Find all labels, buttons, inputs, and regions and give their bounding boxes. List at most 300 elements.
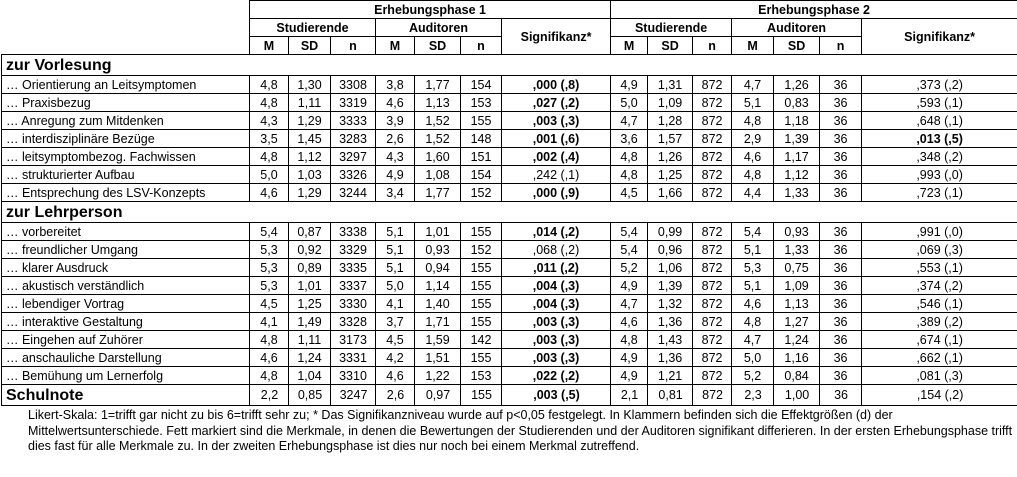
- p2-value: 36: [820, 241, 862, 259]
- p1-value: 3335: [331, 259, 376, 277]
- p2-value: 1,25: [648, 166, 693, 184]
- p1-value: 4,5: [376, 331, 415, 349]
- col-m: M: [376, 37, 415, 55]
- p2-value: 0,83: [774, 94, 820, 112]
- p2-value: 872: [693, 349, 732, 367]
- p2-value: 1,28: [648, 112, 693, 130]
- row-label: … strukturierter Aufbau: [2, 166, 250, 184]
- p2-value: 4,7: [611, 112, 648, 130]
- p1-value: 0,93: [415, 241, 461, 259]
- row-label: … Orientierung an Leitsymptomen: [2, 76, 250, 94]
- p1-value: 0,94: [415, 259, 461, 277]
- p2-value: 872: [693, 331, 732, 349]
- col-sd: SD: [415, 37, 461, 55]
- p2-value: 3,6: [611, 130, 648, 148]
- col-n: n: [820, 37, 862, 55]
- p2-value: 5,3: [732, 259, 774, 277]
- p2-value: 4,8: [732, 112, 774, 130]
- p1-value: 2,6: [376, 385, 415, 406]
- p2-value: 36: [820, 295, 862, 313]
- col-m: M: [732, 37, 774, 55]
- p2-significance: ,154 (,2): [862, 385, 1017, 406]
- p2-value: 4,6: [611, 313, 648, 331]
- p1-value: 1,51: [415, 349, 461, 367]
- p2-studierende-header: Studierende: [611, 19, 732, 37]
- p1-value: 1,40: [415, 295, 461, 313]
- p2-value: 872: [693, 223, 732, 241]
- p2-value: 4,6: [732, 295, 774, 313]
- p2-value: 0,99: [648, 223, 693, 241]
- p2-value: 4,6: [732, 148, 774, 166]
- p2-value: 1,27: [774, 313, 820, 331]
- p1-value: 3,8: [376, 76, 415, 94]
- row-label: … Eingehen auf Zuhörer: [2, 331, 250, 349]
- row-label: … interaktive Gestaltung: [2, 313, 250, 331]
- p1-value: 153: [461, 94, 502, 112]
- p2-signifikanz-header: Signifikanz*: [862, 19, 1017, 55]
- p1-value: 1,24: [289, 349, 331, 367]
- p1-significance: ,003 (,5): [502, 385, 611, 406]
- p1-value: 3,9: [376, 112, 415, 130]
- p1-value: 3310: [331, 367, 376, 385]
- p2-significance: ,081 (,3): [862, 367, 1017, 385]
- p1-value: 3247: [331, 385, 376, 406]
- col-m: M: [611, 37, 648, 55]
- p2-value: 4,7: [732, 76, 774, 94]
- p2-significance: ,374 (,2): [862, 277, 1017, 295]
- p1-value: 3,7: [376, 313, 415, 331]
- p2-value: 1,32: [648, 295, 693, 313]
- p2-value: 872: [693, 130, 732, 148]
- p1-value: 3328: [331, 313, 376, 331]
- p2-value: 1,57: [648, 130, 693, 148]
- p1-value: 4,6: [250, 184, 289, 202]
- p1-value: 4,8: [250, 148, 289, 166]
- p2-value: 36: [820, 76, 862, 94]
- p2-value: 872: [693, 313, 732, 331]
- p2-significance: ,013 (,5): [862, 130, 1017, 148]
- p2-significance: ,993 (,0): [862, 166, 1017, 184]
- p2-value: 1,21: [648, 367, 693, 385]
- p2-value: 872: [693, 94, 732, 112]
- p2-value: 2,9: [732, 130, 774, 148]
- p2-value: 5,0: [732, 349, 774, 367]
- p1-value: 2,6: [376, 130, 415, 148]
- p1-value: 3338: [331, 223, 376, 241]
- p2-value: 4,7: [611, 295, 648, 313]
- schulnote-label: Schulnote: [2, 385, 250, 406]
- p2-value: 5,0: [611, 94, 648, 112]
- p2-value: 5,2: [611, 259, 648, 277]
- p2-value: 872: [693, 367, 732, 385]
- p1-value: 1,11: [289, 331, 331, 349]
- table-body: [2, 55, 1017, 406]
- table-row: [2, 94, 1017, 112]
- p1-value: 1,22: [415, 367, 461, 385]
- p2-value: 4,5: [611, 184, 648, 202]
- col-n: n: [461, 37, 502, 55]
- p1-value: 5,0: [250, 166, 289, 184]
- p1-value: 1,29: [289, 184, 331, 202]
- p1-value: 3308: [331, 76, 376, 94]
- p2-value: 5,4: [611, 241, 648, 259]
- p2-value: 1,16: [774, 349, 820, 367]
- p2-value: 36: [820, 223, 862, 241]
- p1-value: 1,08: [415, 166, 461, 184]
- p1-value: 151: [461, 148, 502, 166]
- p2-value: 872: [693, 295, 732, 313]
- p2-value: 1,33: [774, 184, 820, 202]
- p2-value: 4,4: [732, 184, 774, 202]
- p2-value: 1,36: [648, 313, 693, 331]
- p2-value: 4,8: [732, 166, 774, 184]
- phase2-header: Erhebungsphase 2: [611, 1, 1017, 19]
- p1-value: 142: [461, 331, 502, 349]
- table-row: [2, 223, 1017, 241]
- table-row: [2, 241, 1017, 259]
- p1-value: 4,9: [376, 166, 415, 184]
- p1-value: 5,1: [376, 259, 415, 277]
- table-row: [2, 385, 1017, 406]
- p1-value: 1,77: [415, 184, 461, 202]
- p2-value: 2,1: [611, 385, 648, 406]
- col-n: n: [693, 37, 732, 55]
- p1-significance: ,014 (,2): [502, 223, 611, 241]
- p1-value: 148: [461, 130, 502, 148]
- p1-value: 4,6: [250, 349, 289, 367]
- p2-value: 36: [820, 94, 862, 112]
- p1-value: 1,77: [415, 76, 461, 94]
- p1-value: 154: [461, 76, 502, 94]
- p2-value: 0,75: [774, 259, 820, 277]
- p1-value: 1,13: [415, 94, 461, 112]
- p2-value: 5,4: [732, 223, 774, 241]
- p2-value: 1,26: [774, 76, 820, 94]
- p2-value: 1,00: [774, 385, 820, 406]
- p1-value: 155: [461, 295, 502, 313]
- p2-value: 1,26: [648, 148, 693, 166]
- p1-value: 1,52: [415, 112, 461, 130]
- p1-value: 4,6: [376, 94, 415, 112]
- p2-value: 1,18: [774, 112, 820, 130]
- col-m: M: [250, 37, 289, 55]
- p2-value: 5,1: [732, 94, 774, 112]
- p1-value: 5,1: [376, 241, 415, 259]
- p1-significance: ,068 (,2): [502, 241, 611, 259]
- p2-significance: ,553 (,1): [862, 259, 1017, 277]
- p2-significance: ,991 (,0): [862, 223, 1017, 241]
- row-label: … anschauliche Darstellung: [2, 349, 250, 367]
- p2-value: 5,1: [732, 277, 774, 295]
- p1-significance: ,011 (,2): [502, 259, 611, 277]
- p2-value: 4,9: [611, 277, 648, 295]
- table-row: [2, 295, 1017, 313]
- p2-value: 872: [693, 76, 732, 94]
- p1-significance: ,022 (,2): [502, 367, 611, 385]
- p1-value: 1,52: [415, 130, 461, 148]
- table-row: [2, 130, 1017, 148]
- p2-value: 36: [820, 367, 862, 385]
- p2-value: 1,12: [774, 166, 820, 184]
- p1-significance: ,242 (,1): [502, 166, 611, 184]
- p2-value: 1,36: [648, 349, 693, 367]
- p1-value: 3244: [331, 184, 376, 202]
- p2-value: 2,3: [732, 385, 774, 406]
- p1-significance: ,001 (,6): [502, 130, 611, 148]
- p1-significance: ,002 (,4): [502, 148, 611, 166]
- p2-value: 1,24: [774, 331, 820, 349]
- p1-value: 0,87: [289, 223, 331, 241]
- table-row: [2, 349, 1017, 367]
- p2-value: 5,4: [611, 223, 648, 241]
- p1-value: 4,6: [376, 367, 415, 385]
- p2-value: 1,09: [648, 94, 693, 112]
- table-row: [2, 166, 1017, 184]
- p1-value: 1,14: [415, 277, 461, 295]
- p1-value: 5,0: [376, 277, 415, 295]
- p1-value: 1,71: [415, 313, 461, 331]
- p2-significance: ,389 (,2): [862, 313, 1017, 331]
- p1-significance: ,003 (,3): [502, 349, 611, 367]
- row-label: … Entsprechung des LSV-Konzepts: [2, 184, 250, 202]
- p1-significance: ,000 (,8): [502, 76, 611, 94]
- row-label: … akustisch verständlich: [2, 277, 250, 295]
- p1-value: 5,4: [250, 223, 289, 241]
- p1-value: 3,4: [376, 184, 415, 202]
- p1-value: 1,01: [415, 223, 461, 241]
- p2-value: 872: [693, 166, 732, 184]
- p2-significance: ,674 (,1): [862, 331, 1017, 349]
- p2-significance: ,546 (,1): [862, 295, 1017, 313]
- p1-significance: ,003 (,3): [502, 112, 611, 130]
- p1-value: 3326: [331, 166, 376, 184]
- p2-value: 36: [820, 259, 862, 277]
- p1-value: 152: [461, 241, 502, 259]
- row-label: … freundlicher Umgang: [2, 241, 250, 259]
- p1-value: 1,29: [289, 112, 331, 130]
- p1-value: 3297: [331, 148, 376, 166]
- p2-significance: ,593 (,1): [862, 94, 1017, 112]
- p1-value: 155: [461, 385, 502, 406]
- p2-significance: ,648 (,1): [862, 112, 1017, 130]
- p2-significance: ,348 (,2): [862, 148, 1017, 166]
- p2-value: 1,43: [648, 331, 693, 349]
- table-row: [2, 184, 1017, 202]
- p1-value: 0,85: [289, 385, 331, 406]
- p1-value: 1,04: [289, 367, 331, 385]
- p1-value: 0,89: [289, 259, 331, 277]
- p1-significance: ,004 (,3): [502, 277, 611, 295]
- p1-value: 3,5: [250, 130, 289, 148]
- table-row: [2, 367, 1017, 385]
- p1-significance: ,003 (,3): [502, 331, 611, 349]
- p1-significance: ,027 (,2): [502, 94, 611, 112]
- p1-value: 1,25: [289, 295, 331, 313]
- p1-value: 4,5: [250, 295, 289, 313]
- p1-value: 4,1: [376, 295, 415, 313]
- col-sd: SD: [648, 37, 693, 55]
- p1-value: 4,2: [376, 349, 415, 367]
- p1-value: 4,8: [250, 331, 289, 349]
- p1-value: 4,8: [250, 94, 289, 112]
- p2-value: 1,06: [648, 259, 693, 277]
- results-table: [1, 0, 1017, 406]
- p1-value: 2,2: [250, 385, 289, 406]
- p1-significance: ,004 (,3): [502, 295, 611, 313]
- table-row: [2, 148, 1017, 166]
- p2-auditoren-header: Auditoren: [732, 19, 862, 37]
- p1-value: 155: [461, 112, 502, 130]
- row-label: … Anregung zum Mitdenken: [2, 112, 250, 130]
- footnote: Likert-Skala: 1=trifft gar nicht zu bis 6=trifft sehr zu; * Das Signifikanzniveau wurde auf p<0,05 festgelegt. In Klammern befinden sich die Effektgrößen (d) der Mittelwertsunterschiede. Fett markiert sind die Merkmale, in denen die Bewertungen der Studierenden und der Auditoren signifikant differieren. In der ersten Erhebungsphase trifft dies fast für alle Merkmale zu. In der zweiten Erhebungsphase ist dies nur noch bei einem Merkmal zutreffend.: [28, 408, 1013, 454]
- p2-value: 4,9: [611, 76, 648, 94]
- p1-value: 155: [461, 349, 502, 367]
- p2-value: 1,31: [648, 76, 693, 94]
- table-row: [2, 313, 1017, 331]
- phase1-header: Erhebungsphase 1: [250, 1, 611, 19]
- p1-value: 1,12: [289, 148, 331, 166]
- p1-value: 155: [461, 313, 502, 331]
- p2-value: 36: [820, 313, 862, 331]
- row-label: … lebendiger Vortrag: [2, 295, 250, 313]
- p1-studierende-header: Studierende: [250, 19, 376, 37]
- p1-value: 1,11: [289, 94, 331, 112]
- p2-value: 4,8: [611, 166, 648, 184]
- p2-value: 36: [820, 184, 862, 202]
- p1-value: 1,03: [289, 166, 331, 184]
- p1-value: 3319: [331, 94, 376, 112]
- row-label: … Praxisbezug: [2, 94, 250, 112]
- col-n: n: [331, 37, 376, 55]
- p1-value: 4,1: [250, 313, 289, 331]
- p2-value: 1,13: [774, 295, 820, 313]
- p2-value: 0,81: [648, 385, 693, 406]
- p1-value: 1,49: [289, 313, 331, 331]
- p2-significance: ,069 (,3): [862, 241, 1017, 259]
- p1-value: 4,3: [250, 112, 289, 130]
- p1-value: 4,8: [250, 367, 289, 385]
- p2-value: 872: [693, 148, 732, 166]
- p2-value: 4,7: [732, 331, 774, 349]
- p2-value: 36: [820, 385, 862, 406]
- section-header-row: [2, 202, 1017, 223]
- row-label: … interdisziplinäre Bezüge: [2, 130, 250, 148]
- p2-value: 1,33: [774, 241, 820, 259]
- p1-value: 1,45: [289, 130, 331, 148]
- p1-value: 5,3: [250, 259, 289, 277]
- p1-value: 154: [461, 166, 502, 184]
- section-title: zur Vorlesung: [2, 55, 1017, 76]
- p1-value: 5,3: [250, 241, 289, 259]
- p1-significance: ,000 (,9): [502, 184, 611, 202]
- p1-value: 1,01: [289, 277, 331, 295]
- p1-value: 3330: [331, 295, 376, 313]
- p2-value: 36: [820, 130, 862, 148]
- p1-value: 5,3: [250, 277, 289, 295]
- p1-value: 0,92: [289, 241, 331, 259]
- p2-value: 1,66: [648, 184, 693, 202]
- p2-value: 4,8: [732, 313, 774, 331]
- p2-value: 36: [820, 277, 862, 295]
- p1-value: 155: [461, 223, 502, 241]
- p1-value: 3333: [331, 112, 376, 130]
- row-label: … Bemühung um Lernerfolg: [2, 367, 250, 385]
- p2-value: 36: [820, 166, 862, 184]
- p2-significance: ,373 (,2): [862, 76, 1017, 94]
- p1-value: 155: [461, 277, 502, 295]
- p2-value: 4,8: [611, 331, 648, 349]
- col-sd: SD: [774, 37, 820, 55]
- p1-value: 3329: [331, 241, 376, 259]
- p2-value: 1,39: [648, 277, 693, 295]
- p1-value: 4,3: [376, 148, 415, 166]
- table-row: [2, 259, 1017, 277]
- p1-significance: ,003 (,3): [502, 313, 611, 331]
- p2-value: 36: [820, 148, 862, 166]
- row-label: … klarer Ausdruck: [2, 259, 250, 277]
- p2-significance: ,723 (,1): [862, 184, 1017, 202]
- p1-value: 3331: [331, 349, 376, 367]
- p2-value: 5,2: [732, 367, 774, 385]
- p2-value: 1,39: [774, 130, 820, 148]
- col-sd: SD: [289, 37, 331, 55]
- p1-value: 0,97: [415, 385, 461, 406]
- section-title: zur Lehrperson: [2, 202, 1017, 223]
- section-header-row: [2, 55, 1017, 76]
- p2-value: 872: [693, 184, 732, 202]
- row-label: … leitsymptombezog. Fachwissen: [2, 148, 250, 166]
- p1-value: 1,59: [415, 331, 461, 349]
- p1-signifikanz-header: Signifikanz*: [502, 19, 611, 55]
- p1-auditoren-header: Auditoren: [376, 19, 502, 37]
- table-row: [2, 331, 1017, 349]
- p2-value: 872: [693, 277, 732, 295]
- p2-value: 1,09: [774, 277, 820, 295]
- p2-value: 0,93: [774, 223, 820, 241]
- p1-value: 1,60: [415, 148, 461, 166]
- p1-value: 1,30: [289, 76, 331, 94]
- p2-value: 872: [693, 112, 732, 130]
- p1-value: 5,1: [376, 223, 415, 241]
- p1-value: 153: [461, 367, 502, 385]
- p1-value: 3173: [331, 331, 376, 349]
- p2-value: 4,9: [611, 349, 648, 367]
- table-row: [2, 277, 1017, 295]
- p1-value: 152: [461, 184, 502, 202]
- p2-value: 4,8: [611, 148, 648, 166]
- table-header: [2, 1, 1017, 55]
- p1-value: 3337: [331, 277, 376, 295]
- p2-value: 4,9: [611, 367, 648, 385]
- p2-value: 872: [693, 259, 732, 277]
- table-row: [2, 76, 1017, 94]
- p2-value: 1,17: [774, 148, 820, 166]
- p2-value: 0,84: [774, 367, 820, 385]
- p2-value: 0,96: [648, 241, 693, 259]
- p1-value: 4,8: [250, 76, 289, 94]
- row-label: … vorbereitet: [2, 223, 250, 241]
- p2-value: 872: [693, 385, 732, 406]
- p1-value: 155: [461, 259, 502, 277]
- p2-value: 36: [820, 349, 862, 367]
- p2-value: 36: [820, 331, 862, 349]
- p2-value: 872: [693, 241, 732, 259]
- p2-value: 36: [820, 112, 862, 130]
- p1-value: 3283: [331, 130, 376, 148]
- table-row: [2, 112, 1017, 130]
- p2-significance: ,662 (,1): [862, 349, 1017, 367]
- p2-value: 5,1: [732, 241, 774, 259]
